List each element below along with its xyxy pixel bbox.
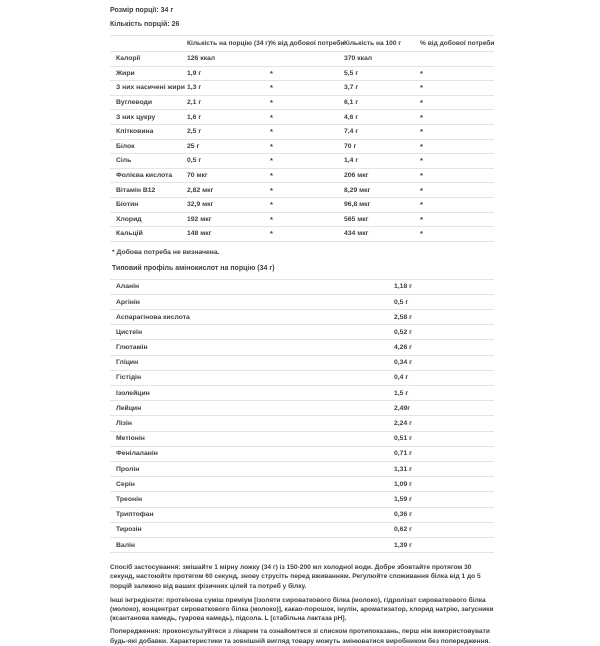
dv-100g-value: * [420,83,423,93]
table-row [110,67,494,82]
amino-acid-value: 1,09 г [394,480,412,488]
amino-acid-row [110,462,494,477]
amino-acid-row [110,310,494,325]
per-100g-value: 370 ккал [344,55,373,63]
per-serving-value: 2,82 мкг [187,186,214,194]
dv-serving-value: * [270,156,273,166]
dv-serving-value: * [270,229,273,239]
nutrient-label: Фолієва кислота [116,172,173,180]
per-serving-value: 70 мкг [187,172,208,180]
amino-acid-value: 0,51 г [394,435,412,443]
amino-acid-row [110,492,494,507]
nutrient-label: Вуглеводи [116,99,153,107]
dv-100g-value: * [420,185,423,195]
col-dv-serving: % від добової потреби [270,40,344,47]
amino-acid-label: Лізін [116,420,133,427]
per-100g-value: 8,29 мкг [344,186,371,194]
table-row [110,140,494,155]
nutrition-panel [110,0,494,646]
amino-acid-row [110,356,494,371]
amino-acid-value: 1,39 г [394,541,412,549]
nutrient-label: Калорії [116,55,141,63]
table-row [110,110,494,125]
table-row [110,154,494,169]
amino-acid-row [110,508,494,523]
nutrient-label: З них цукру [116,113,156,121]
amino-acid-label: Валін [116,541,136,549]
table-row [110,125,494,140]
per-serving-value: 2,5 г [187,128,202,136]
nutrient-label: Білок [116,142,135,150]
dv-100g-value: * [420,68,423,78]
amino-acid-label: Аланін [116,283,140,291]
per-serving-value: 32,9 мкг [187,201,214,209]
amino-acid-label: Аспарагінова кислота [116,313,190,321]
amino-acid-row [110,280,494,295]
amino-acid-table [110,279,494,553]
nutrition-table-header [110,36,494,52]
nutrient-label: Біотин [116,201,139,209]
dv-100g-value: * [420,112,423,122]
amino-acid-value: 1,18 г [394,283,412,291]
amino-acid-label: Серін [116,480,135,488]
amino-acid-value: 0,5 г [394,298,409,306]
amino-acid-value: 2,49г [394,404,411,412]
per-100g-value: 206 мкг [344,172,369,180]
per-100g-value: 4,6 г [344,113,359,121]
dv-serving-value: * [270,141,273,151]
serving-size-label: Розмір порції: 34 г [110,7,174,14]
nutrient-label: Клітковина [116,128,154,136]
per-serving-value: 1,6 г [187,113,202,121]
amino-acid-row [110,371,494,386]
table-row [110,183,494,198]
amino-acid-label: Треонін [116,495,143,503]
table-row [110,81,494,96]
nutrition-table-body [110,52,494,242]
dv-serving-value: * [270,185,273,195]
nutrient-label: Хлорид [116,215,142,223]
col-dv-100g: % від добової потреби [420,40,494,47]
per-serving-value: 192 мкг [187,215,212,223]
per-serving-value: 1,9 г [187,69,202,77]
amino-acid-row [110,295,494,310]
dv-100g-value: * [420,171,423,181]
per-serving-value: 1,3 г [187,84,202,92]
amino-acid-value: 0,4 г [394,374,409,382]
other-ingredients: Інші інгредієнти: протеїнова суміш преміум [ізоляти сироваткового білка (молоко), гідролізат сироваткового білка (молоко), концентрат сироваткового білка (молоко)], какао-порошок, інулін, ароматизатор, хлорид натрію, загусники (ксантанова камедь, гуарова камедь), підсола. L [стабільна лактаза pH]. [110,596,494,623]
nutrient-label: Кальцій [116,230,143,238]
amino-acid-label: Гістідін [116,374,142,382]
col-per-100g: Кількість на 100 г [344,40,402,47]
amino-acid-row [110,523,494,538]
per-serving-value: 25 г [187,142,200,150]
nutrient-label: Сіль [116,157,132,165]
amino-acid-value: 2,58 г [394,313,412,321]
amino-acid-value: 1,59 г [394,495,412,503]
servings-count-label: Кількість порцій: 26 [110,21,180,28]
table-row [110,227,494,242]
amino-acid-label: Пролін [116,465,140,473]
per-100g-value: 5,5 г [344,69,359,77]
dv-serving-value: * [270,112,273,122]
per-100g-value: 1,4 г [344,157,359,165]
per-serving-value: 126 ккал [187,55,216,63]
table-row [110,213,494,228]
amino-acid-label: Тирозін [116,526,142,534]
amino-acid-value: 2,24 г [394,420,412,427]
amino-acid-value: 0,36 г [394,511,412,519]
per-serving-value: 148 мкг [187,230,212,238]
table-row [110,169,494,184]
amino-acid-label: Метіонін [116,435,145,443]
amino-acid-label: Лейцин [116,404,142,412]
per-100g-value: 7,4 г [344,128,359,136]
amino-acid-value: 4,26 г [394,344,412,352]
amino-acid-row [110,416,494,431]
nutrient-label: Жири [116,69,135,77]
amino-acid-label: Фенілаланін [116,450,158,458]
amino-acid-value: 1,31 г [394,465,412,473]
amino-acid-row [110,340,494,355]
per-serving-value: 2,1 г [187,99,202,107]
per-100g-value: 6,1 г [344,99,359,107]
dv-100g-value: * [420,229,423,239]
amino-acid-row [110,447,494,462]
amino-acid-row [110,386,494,401]
amino-acid-value: 1,5 г [394,389,409,397]
table-row [110,96,494,111]
amino-acid-label: Ізолейцин [116,389,150,397]
dv-100g-value: * [420,200,423,210]
table-row [110,52,494,67]
amino-acid-row [110,538,494,553]
dv-serving-value: * [270,83,273,93]
amino-acid-value: 0,52 г [394,328,412,336]
warning-text: Попередження: проконсультуйтеся з лікарем та ознайомтеся зі списком протипоказань, перш ніж використовувати будь-які добавки. Характеристики та зовнішній вигляд товару можуть змінюватися виробником без попередження. [110,628,491,645]
dv-100g-value: * [420,98,423,108]
amino-acid-label: Триптофан [116,511,154,519]
per-100g-value: 434 мкг [344,230,369,238]
amino-acid-label: Глютамін [116,344,148,352]
nutrient-label: З них насичені жири [116,84,185,92]
amino-acid-row [110,325,494,340]
amino-acid-row [110,432,494,447]
dv-100g-value: * [420,214,423,224]
dv-serving-value: * [270,171,273,181]
per-100g-value: 3,7 г [344,84,359,92]
amino-acid-value: 0,71 г [394,450,412,458]
col-per-serving: Кількість на порцію (34 г) [187,40,270,47]
daily-value-footnote: * Добова потреба не визначена. [112,248,220,256]
per-100g-value: 565 мкг [344,215,369,223]
per-100g-value: 96,8 мкг [344,201,371,209]
amino-profile-title: Типовий профіль амінокислот на порцію (34 г) [112,264,275,272]
dv-100g-value: * [420,141,423,151]
dv-100g-value: * [420,156,423,166]
dv-serving-value: * [270,98,273,108]
amino-acid-value: 0,34 г [394,359,412,367]
amino-acid-label: Цистеїн [116,328,143,336]
amino-acid-row [110,401,494,416]
nutrition-table [110,35,494,242]
dv-100g-value: * [420,127,423,137]
amino-acid-row [110,477,494,492]
dv-serving-value: * [270,200,273,210]
amino-acid-label: Гліцин [116,359,139,367]
amino-acid-label: Аргінін [116,298,140,306]
table-row [110,198,494,213]
dv-serving-value: * [270,68,273,78]
nutrient-label: Вітамін B12 [116,186,156,194]
usage-instructions: Спосіб застосування: змішайте 1 мірну ложку (34 г) із 150-200 мл холодної води. Добре збовтайте протягом 30 секунд, настоюйте протягом 60 секунд, знову струсіть перед вживанням. Регулюйте споживання білка від 1 до 5 порцій залежно від ваших фізичних цілей та потреб у білку. [110,564,481,590]
amino-acid-value: 0,62 г [394,526,412,534]
dv-serving-value: * [270,214,273,224]
dv-serving-value: * [270,127,273,137]
per-serving-value: 0,5 г [187,157,202,165]
per-100g-value: 70 г [344,142,357,150]
